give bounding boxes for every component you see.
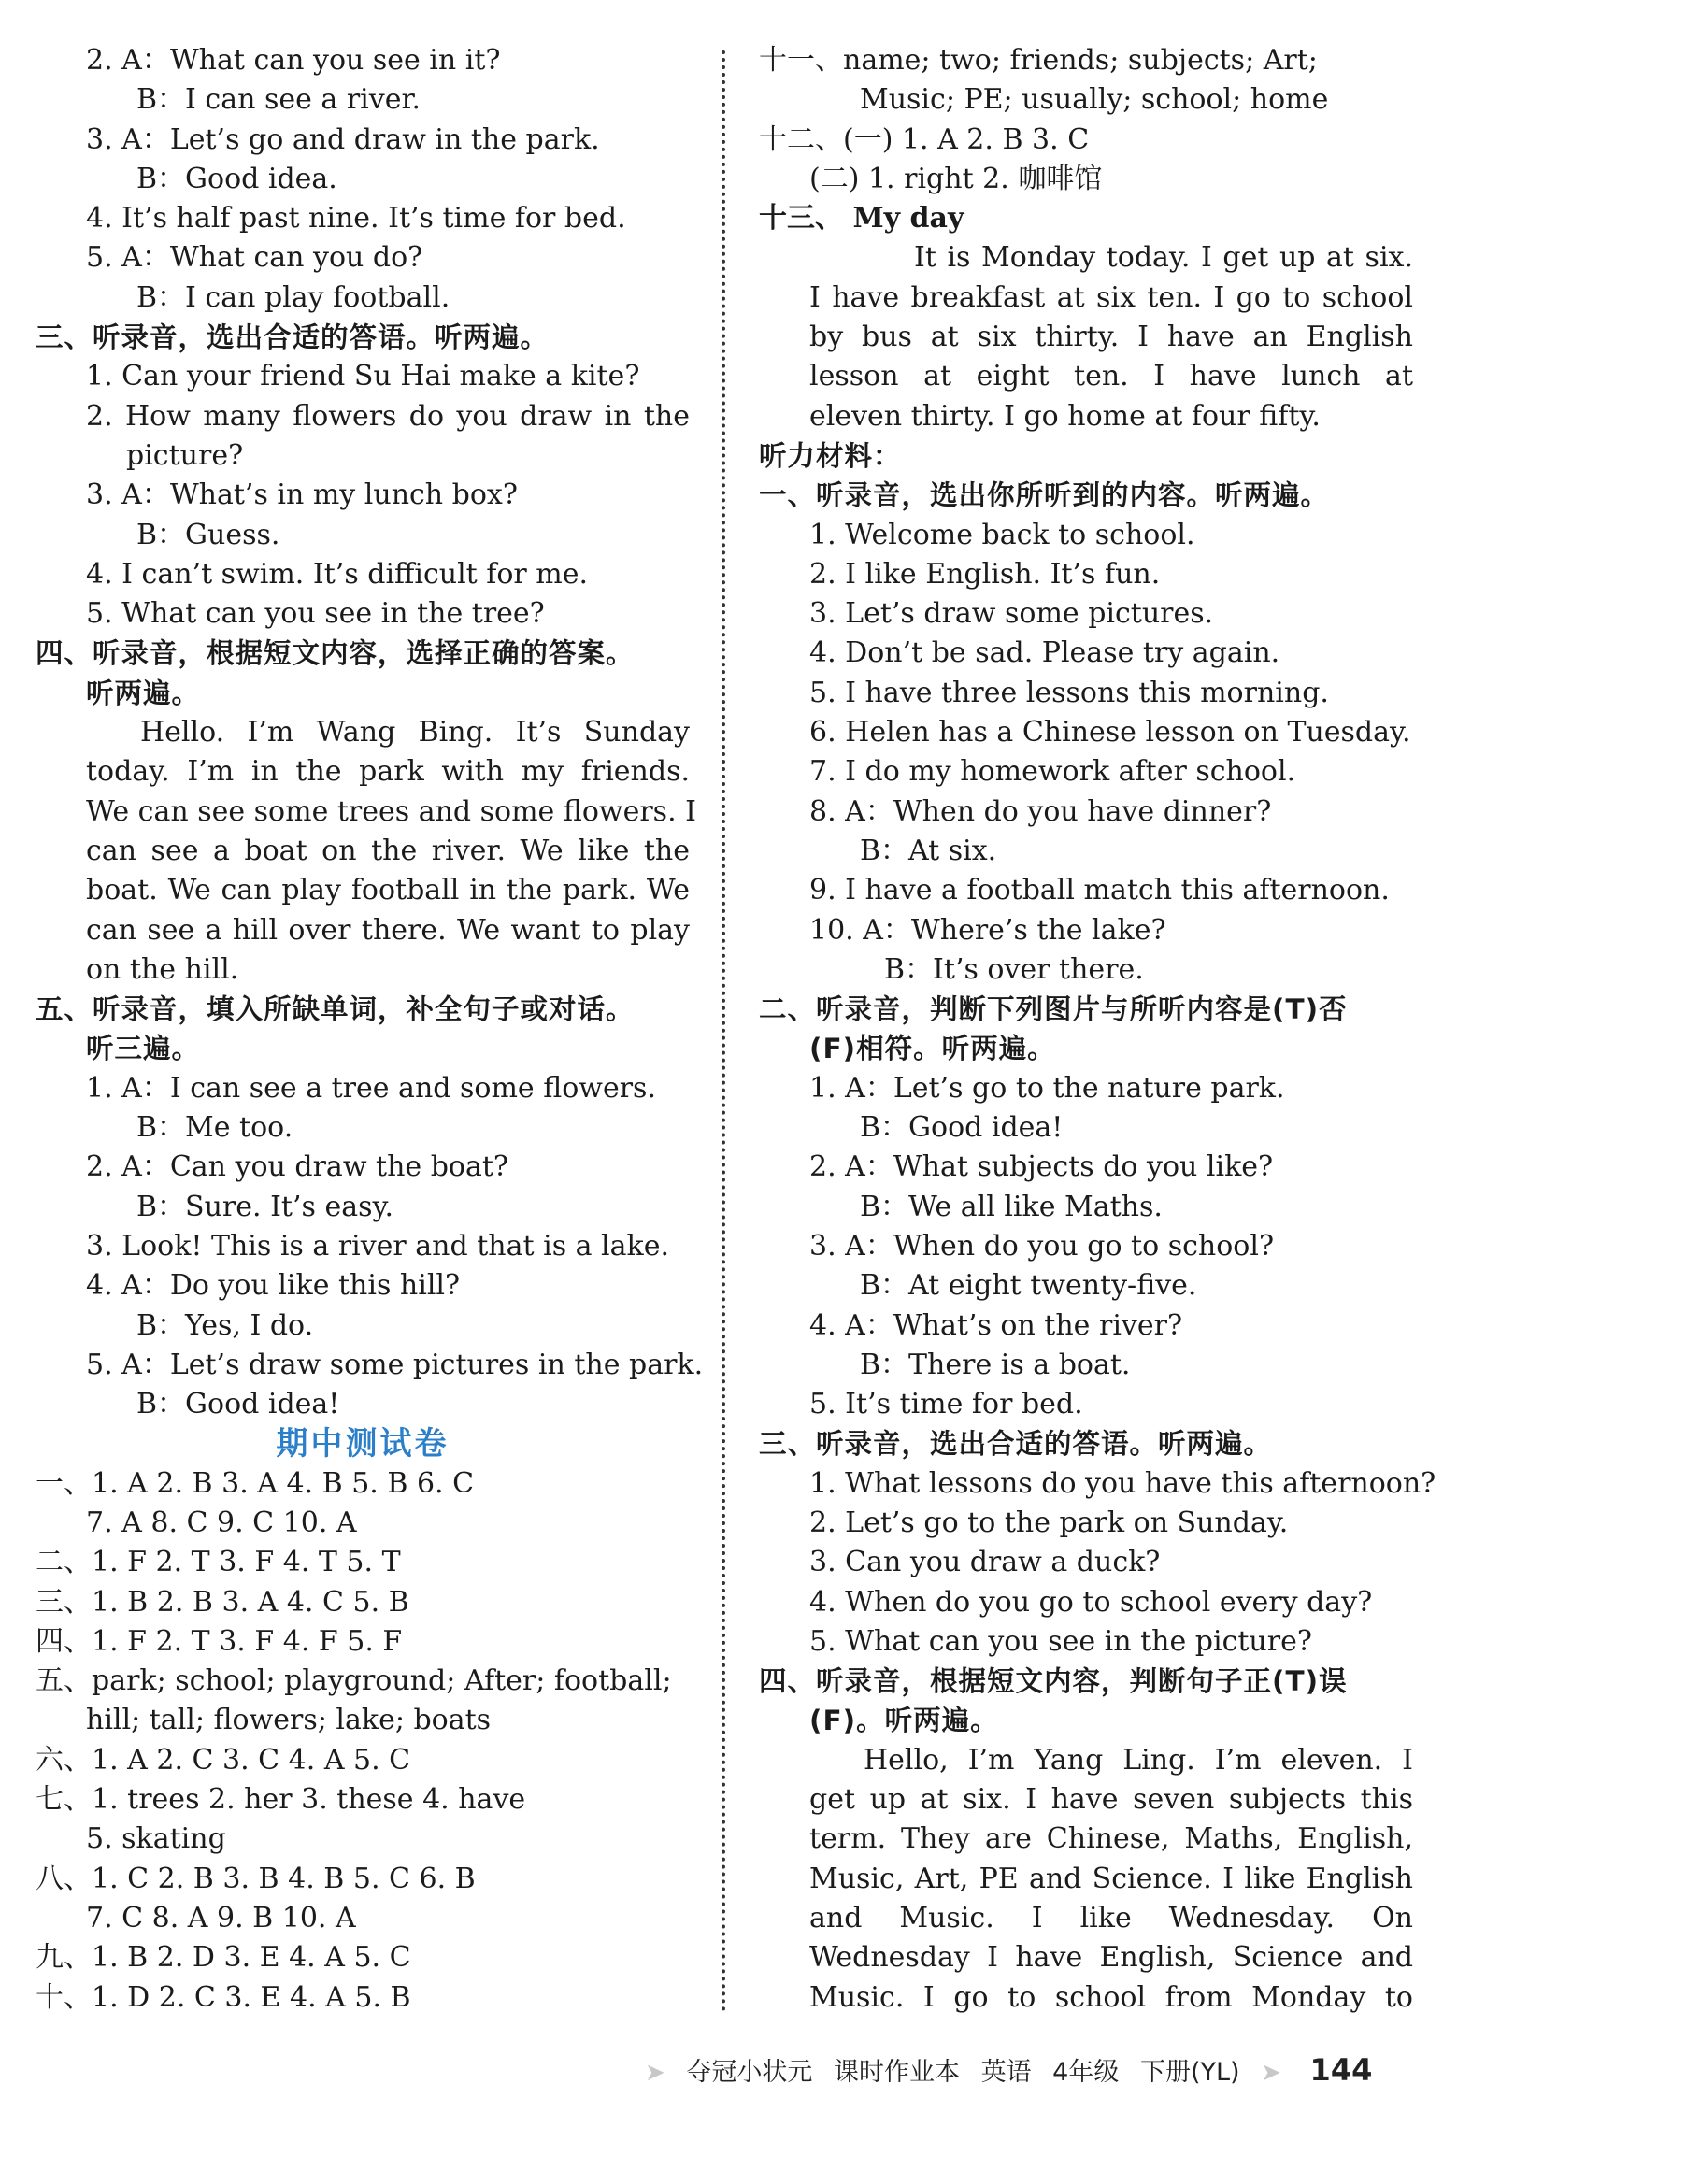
text-line: 一、听录音，选出你所听到的内容。听两遍。 bbox=[759, 479, 1330, 512]
text-line: 7. I do my homework after school. bbox=[809, 755, 1296, 789]
footer-arrow-icon: ➤ bbox=[645, 2059, 665, 2087]
text-line: 听两遍。 bbox=[86, 677, 201, 709]
text-line: lesson at eight ten. I have lunch at bbox=[809, 360, 1413, 393]
footer-subject: 英语 bbox=[980, 2058, 1032, 2087]
text-line: on the hill. bbox=[86, 952, 239, 986]
text-line: 七、1. trees 2. her 3. these 4. have bbox=[36, 1783, 526, 1817]
text-line: 听力材料： bbox=[759, 439, 902, 472]
text-line: 4. It’s half past nine. It’s time for bed. bbox=[86, 202, 626, 236]
column-divider bbox=[722, 50, 725, 2013]
left-column bbox=[36, 41, 704, 2018]
text-line: 三、听录音，选出合适的答语。听两遍。 bbox=[759, 1428, 1273, 1461]
text-line: B：Yes, I do. bbox=[136, 1308, 314, 1342]
text-line: 8. A：When do you have dinner? bbox=[809, 794, 1272, 828]
right-column bbox=[759, 41, 1436, 2018]
text-line: 十一、name; two; friends; subjects; Art; bbox=[759, 44, 1318, 77]
text-line: It is Monday today. I get up at six. bbox=[914, 241, 1413, 275]
text-line: 3. A：Let’s go and draw in the park. bbox=[86, 122, 600, 156]
text-line: 五、听录音，填入所缺单词，补全句子或对话。 bbox=[36, 993, 635, 1026]
text-line: 一、1. A 2. B 3. A 4. B 5. B 6. C bbox=[36, 1466, 475, 1500]
text-line: 10. A：Where’s the lake? bbox=[809, 913, 1166, 947]
text-line: picture? bbox=[126, 438, 244, 472]
text-line: term. They are Chinese, Maths, English, bbox=[809, 1822, 1413, 1856]
text-line: 5. What can you see in the tree? bbox=[86, 597, 545, 631]
text-line: 2. A：Can you draw the boat? bbox=[86, 1150, 508, 1184]
text-line: B：I can play football. bbox=[136, 280, 450, 314]
text-line: 八、1. C 2. B 3. B 4. B 5. C 6. B bbox=[36, 1862, 476, 1895]
text-line: today. I’m in the park with my friends. bbox=[86, 755, 690, 789]
text-line: B：Sure. It’s easy. bbox=[136, 1190, 393, 1223]
text-line: 四、听录音，根据短文内容，判断句子正(T)误 bbox=[759, 1665, 1348, 1698]
text-line: (F)。听两遍。 bbox=[809, 1705, 999, 1737]
text-line: B：I can see a river. bbox=[136, 83, 422, 117]
text-line: (二) 1. right 2. 咖啡馆 bbox=[809, 162, 1103, 195]
text-line: B：Good idea. bbox=[136, 162, 337, 195]
text-line: 5. It’s time for bed. bbox=[809, 1388, 1083, 1421]
text-line: Hello, I’m Yang Ling. I’m eleven. I bbox=[864, 1743, 1413, 1777]
text-line: 7. A 8. C 9. C 10. A bbox=[86, 1506, 357, 1539]
text-line: 二、1. F 2. T 3. F 4. T 5. T bbox=[36, 1546, 401, 1579]
text-line: Music. I go to school from Monday to bbox=[809, 1980, 1413, 2014]
text-line: 1. Can your friend Su Hai make a kite? bbox=[86, 360, 640, 393]
text-line: hill; tall; flowers; lake; boats bbox=[86, 1704, 492, 1737]
text-line: We can see some trees and some flowers. I bbox=[86, 794, 696, 828]
text-line: 3. A：When do you go to school? bbox=[809, 1229, 1275, 1263]
text-line: eleven thirty. I go home at four fifty. bbox=[809, 399, 1321, 433]
text-line: get up at six. I have seven subjects this bbox=[809, 1783, 1413, 1817]
text-line: by bus at six thirty. I have an English bbox=[809, 321, 1413, 354]
text-line: 5. I have three lessons this morning. bbox=[809, 676, 1329, 709]
text-line: B：Guess. bbox=[136, 518, 280, 551]
text-line: B：At eight twenty-five. bbox=[860, 1269, 1197, 1303]
text-line: 5. A：Let’s draw some pictures in the park. bbox=[86, 1348, 704, 1381]
text-line: 7. C 8. A 9. B 10. A bbox=[86, 1901, 356, 1934]
text-line: 4. A：What’s on the river? bbox=[809, 1308, 1183, 1342]
page-footer bbox=[645, 2047, 1385, 2093]
text-line: can see a boat on the river. We like the bbox=[86, 834, 690, 867]
text-line: Music, Art, PE and Science. I like English bbox=[809, 1862, 1413, 1895]
text-line: 6. Helen has a Chinese lesson on Tuesday. bbox=[809, 716, 1411, 749]
text-line: 五、park; school; playground; After; football; bbox=[36, 1664, 672, 1698]
text-line: I have breakfast at six ten. I go to school bbox=[809, 280, 1413, 314]
text-line: 四、1. F 2. T 3. F 4. F 5. F bbox=[36, 1624, 403, 1658]
text-line: 四、听录音，根据短文内容，选择正确的答案。 bbox=[36, 637, 635, 670]
text-line: and Music. I like Wednesday. On bbox=[809, 1901, 1413, 1934]
text-line: 三、1. B 2. B 3. A 4. C 5. B bbox=[36, 1585, 409, 1619]
text-line: 1. Welcome back to school. bbox=[809, 518, 1195, 551]
text-line: 3. Can you draw a duck? bbox=[809, 1546, 1161, 1579]
text-line: B：Good idea! bbox=[860, 1111, 1064, 1145]
text-line: B：At six. bbox=[860, 834, 997, 867]
text-line: B：There is a boat. bbox=[860, 1348, 1131, 1381]
text-line: 1. What lessons do you have this afternoon? bbox=[809, 1466, 1436, 1500]
page-number: 144 bbox=[1309, 2052, 1373, 2088]
text-line: can see a hill over there. We want to play bbox=[86, 913, 690, 947]
text-line: 2. Let’s go to the park on Sunday. bbox=[809, 1506, 1289, 1539]
text-line: 2. I like English. It’s fun. bbox=[809, 557, 1161, 591]
text-line: boat. We can play football in the park. We bbox=[86, 874, 690, 907]
text-line: 六、1. A 2. C 3. C 4. A 5. C bbox=[36, 1743, 411, 1777]
text-line: 九、1. B 2. D 3. E 4. A 5. C bbox=[36, 1941, 411, 1975]
text-line: 期中测试卷 bbox=[276, 1425, 450, 1463]
text-line: 十二、(一) 1. A 2. B 3. C bbox=[759, 122, 1090, 156]
text-line: 2. A：What subjects do you like? bbox=[809, 1150, 1274, 1184]
footer-arrow-icon-2: ➤ bbox=[1261, 2059, 1281, 2087]
text-line: 9. I have a football match this afternoon. bbox=[809, 874, 1390, 907]
text-line: 三、听录音，选出合适的答语。听两遍。 bbox=[36, 321, 550, 354]
text-line: B：It’s over there. bbox=[884, 952, 1144, 986]
footer-brand: 夺冠小状元 bbox=[686, 2058, 813, 2087]
text-line: 4. Don’t be sad. Please try again. bbox=[809, 636, 1280, 670]
text-line: Music; PE; usually; school; home bbox=[860, 83, 1329, 117]
text-line: 2. A：What can you see in it? bbox=[86, 44, 501, 77]
text-line: B：Good idea! bbox=[136, 1388, 340, 1421]
footer-volume: 下册(YL) bbox=[1139, 2058, 1240, 2087]
text-line: (F)相符。听两遍。 bbox=[809, 1033, 1056, 1065]
text-line: B：Me too. bbox=[136, 1111, 293, 1145]
text-line: 3. A：What’s in my lunch box? bbox=[86, 478, 518, 512]
text-line: 二、听录音，判断下列图片与所听内容是(T)否 bbox=[759, 993, 1348, 1026]
text-line: 5. A：What can you do? bbox=[86, 241, 423, 275]
text-line: 4. A：Do you like this hill? bbox=[86, 1269, 461, 1303]
text-line: 3. Let’s draw some pictures. bbox=[809, 597, 1214, 631]
footer-grade: 4年级 bbox=[1052, 2058, 1120, 2087]
text-line: 十、1. D 2. C 3. E 4. A 5. B bbox=[36, 1980, 411, 2014]
text-line: 4. When do you go to school every day? bbox=[809, 1585, 1373, 1619]
text-line: B：We all like Maths. bbox=[860, 1190, 1163, 1223]
text-line: 3. Look! This is a river and that is a lake. bbox=[86, 1229, 669, 1263]
text-line: 1. A：I can see a tree and some flowers. bbox=[86, 1071, 656, 1105]
footer-book: 课时作业本 bbox=[833, 2058, 960, 2087]
text-line: 5. skating bbox=[86, 1822, 226, 1856]
text-line: 听三遍。 bbox=[86, 1033, 201, 1065]
text-line: 2. How many flowers do you draw in the bbox=[86, 399, 690, 433]
text-line: Hello. I’m Wang Bing. It’s Sunday bbox=[140, 716, 690, 749]
text-line: 5. What can you see in the picture? bbox=[809, 1624, 1312, 1658]
text-line: 4. I can’t swim. It’s difficult for me. bbox=[86, 557, 589, 591]
text-line: 十三、 My day bbox=[759, 202, 964, 236]
text-line: 1. A：Let’s go to the nature park. bbox=[809, 1071, 1285, 1105]
text-line: Wednesday I have English, Science and bbox=[809, 1941, 1413, 1975]
